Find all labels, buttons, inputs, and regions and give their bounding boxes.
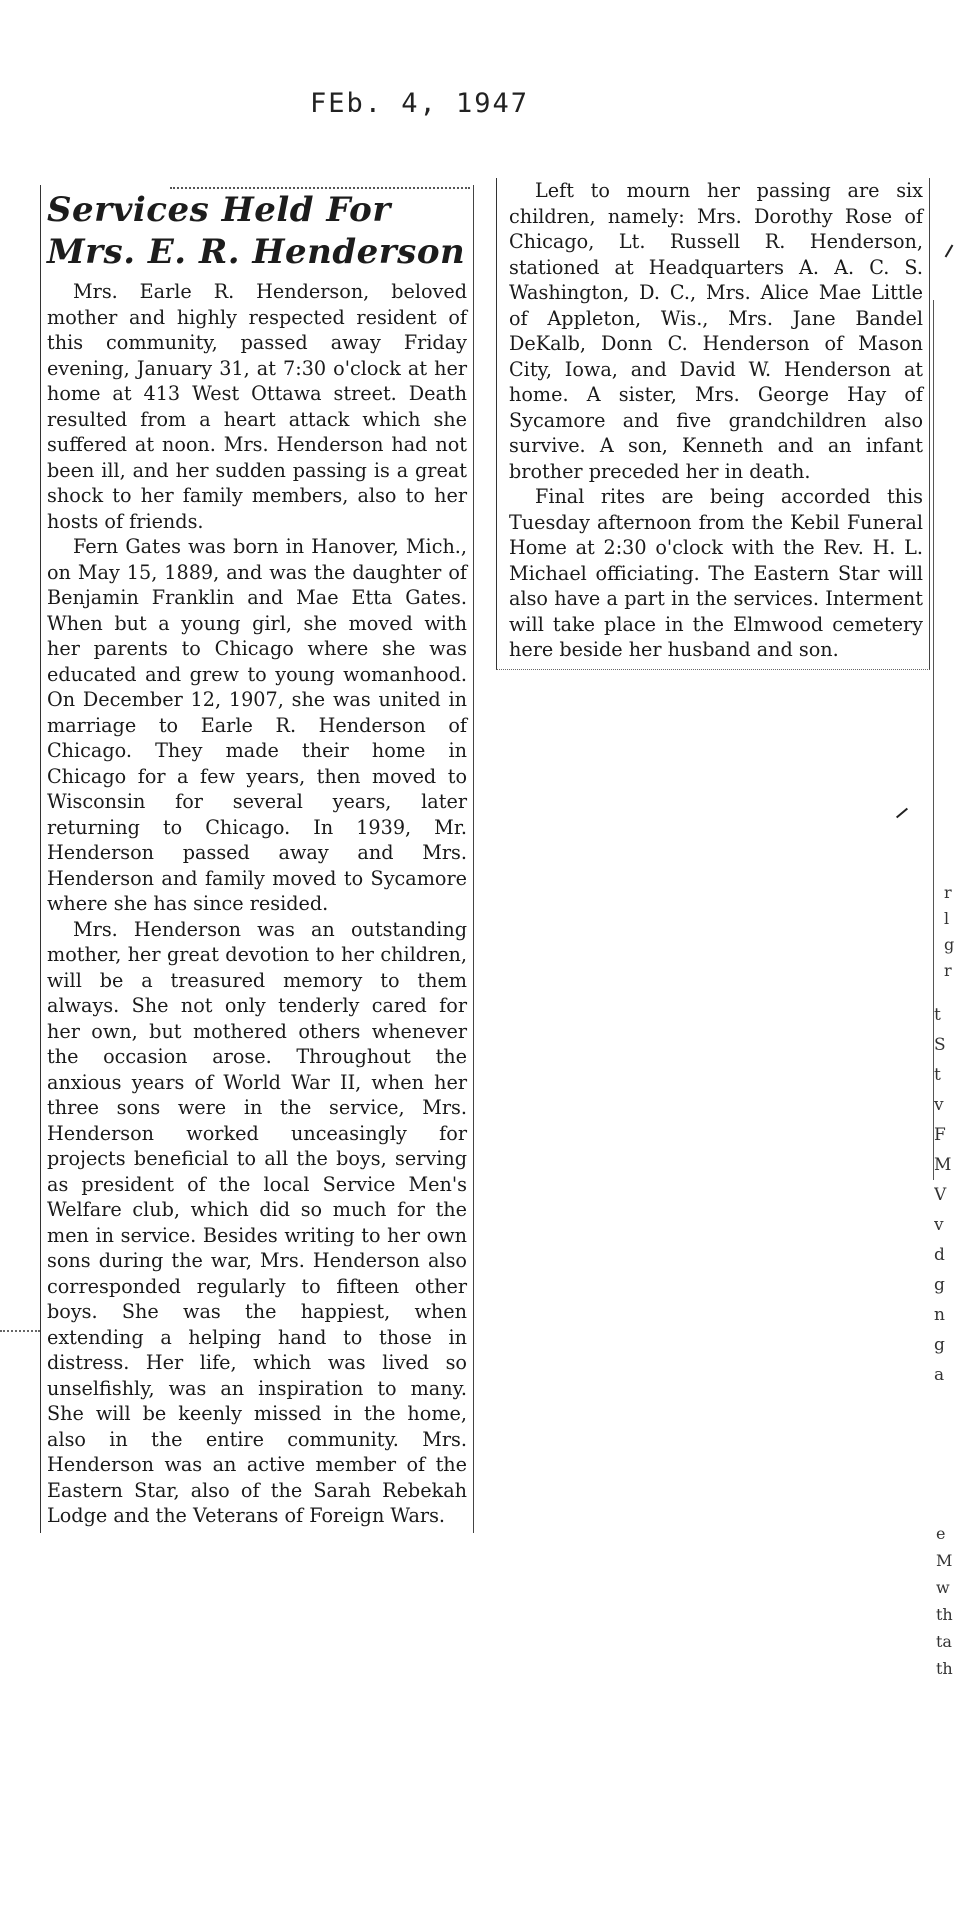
corner-tick-mark <box>896 808 908 819</box>
headline-line-1: Services Held For <box>47 190 391 230</box>
margin-dotted-line <box>0 1330 40 1332</box>
article-headline <box>47 189 467 273</box>
paragraph-final-rites: Final rites are being accorded this Tuesday afternoon from the Kebil Funeral Home at 2:30 o'clock with the Rev. H. L. Michael officiating. The Eastern Star will also have a part in the services. Interment will take place in the Elmwood cemetery here beside her husband and son. <box>509 485 923 661</box>
adjacent-article-fragment-c: e M w th ta th <box>936 1524 953 1678</box>
paragraph-death-notice: Mrs. Earle R. Henderson, beloved mother and highly respected resident of this community, passed away Friday evening, January 31, at 7:30 o'clock at her home at 413 West Ottawa street. Death resulted from a heart attack which she suffered at noon. Mrs. Henderson had not been ill, and her sudden passing is a great shock to her family members, also to her hosts of friends. <box>47 280 467 533</box>
paragraph-tribute: Mrs. Henderson was an outstanding mother, her great devotion to her children, will be a treasured memory to them always. She not only tenderly cared for her own, but mothered others whenever the occasion arose. Throughout the anxious years of World War II, when her three sons were in the service, Mrs. Henderson worked unceasingly for projects beneficial to all the boys, serving as president of the local Service Men's Welfare club, which did so much for the men in service. Besides writing to her own sons during the war, Mrs. Henderson also corresponded regularly to fifteen other boys. She was the happiest, when extending a helping hand to those in distress. Her life, which was lived so unselfishly, was an inspiration to many. She will be keenly missed in the home, also in the entire community. Mrs. Henderson was an active member of the Eastern Star, also of the Sarah Rebekah Lodge and the Veterans of Foreign Wars. <box>47 917 467 1527</box>
edge-tick-mark <box>945 244 954 257</box>
article-left-column <box>40 185 474 1533</box>
handwritten-date: FEb. 4, 1947 <box>310 88 530 119</box>
paragraph-biography: Fern Gates was born in Hanover, Mich., on May 15, 1889, and was the daughter of Benjamin Franklin and Mae Etta Gates. When but a young girl, she moved with her parents to Chicago where she was educated and grew to young womanhood. On December 12, 1907, she was united in marriage to Earle R. Henderson of Chicago. They made their home in Chicago for a few years, then moved to Wisconsin for several years, later returning to Chicago. In 1939, Mr. Henderson passed away and Mrs. Henderson and family moved to Sycamore where she has since resided. <box>47 535 467 915</box>
adjacent-article-fragment-a: r l g r <box>944 883 955 980</box>
headline-line-2: Mrs. E. R. Henderson <box>47 232 466 272</box>
article-right-column <box>496 178 930 670</box>
adjacent-article-fragment-b: t S t v F M V v d g n g a <box>934 1005 952 1385</box>
paragraph-survivors: Left to mourn her passing are six children, namely: Mrs. Dorothy Rose of Chicago, Lt. Russell R. Henderson, stationed at Headquarters A. A. C. S. Washington, D. C., Mrs. Alice Mae Little of Appleton, Wis., Mrs. Jane Bandel DeKalb, Donn C. Henderson of Mason City, Iowa, and David W. Henderson at home. A sister, Mrs. George Hay of Sycamore and five grandchildren also survive. A son, Kenneth and an infant brother preceded her in death. <box>509 179 923 483</box>
